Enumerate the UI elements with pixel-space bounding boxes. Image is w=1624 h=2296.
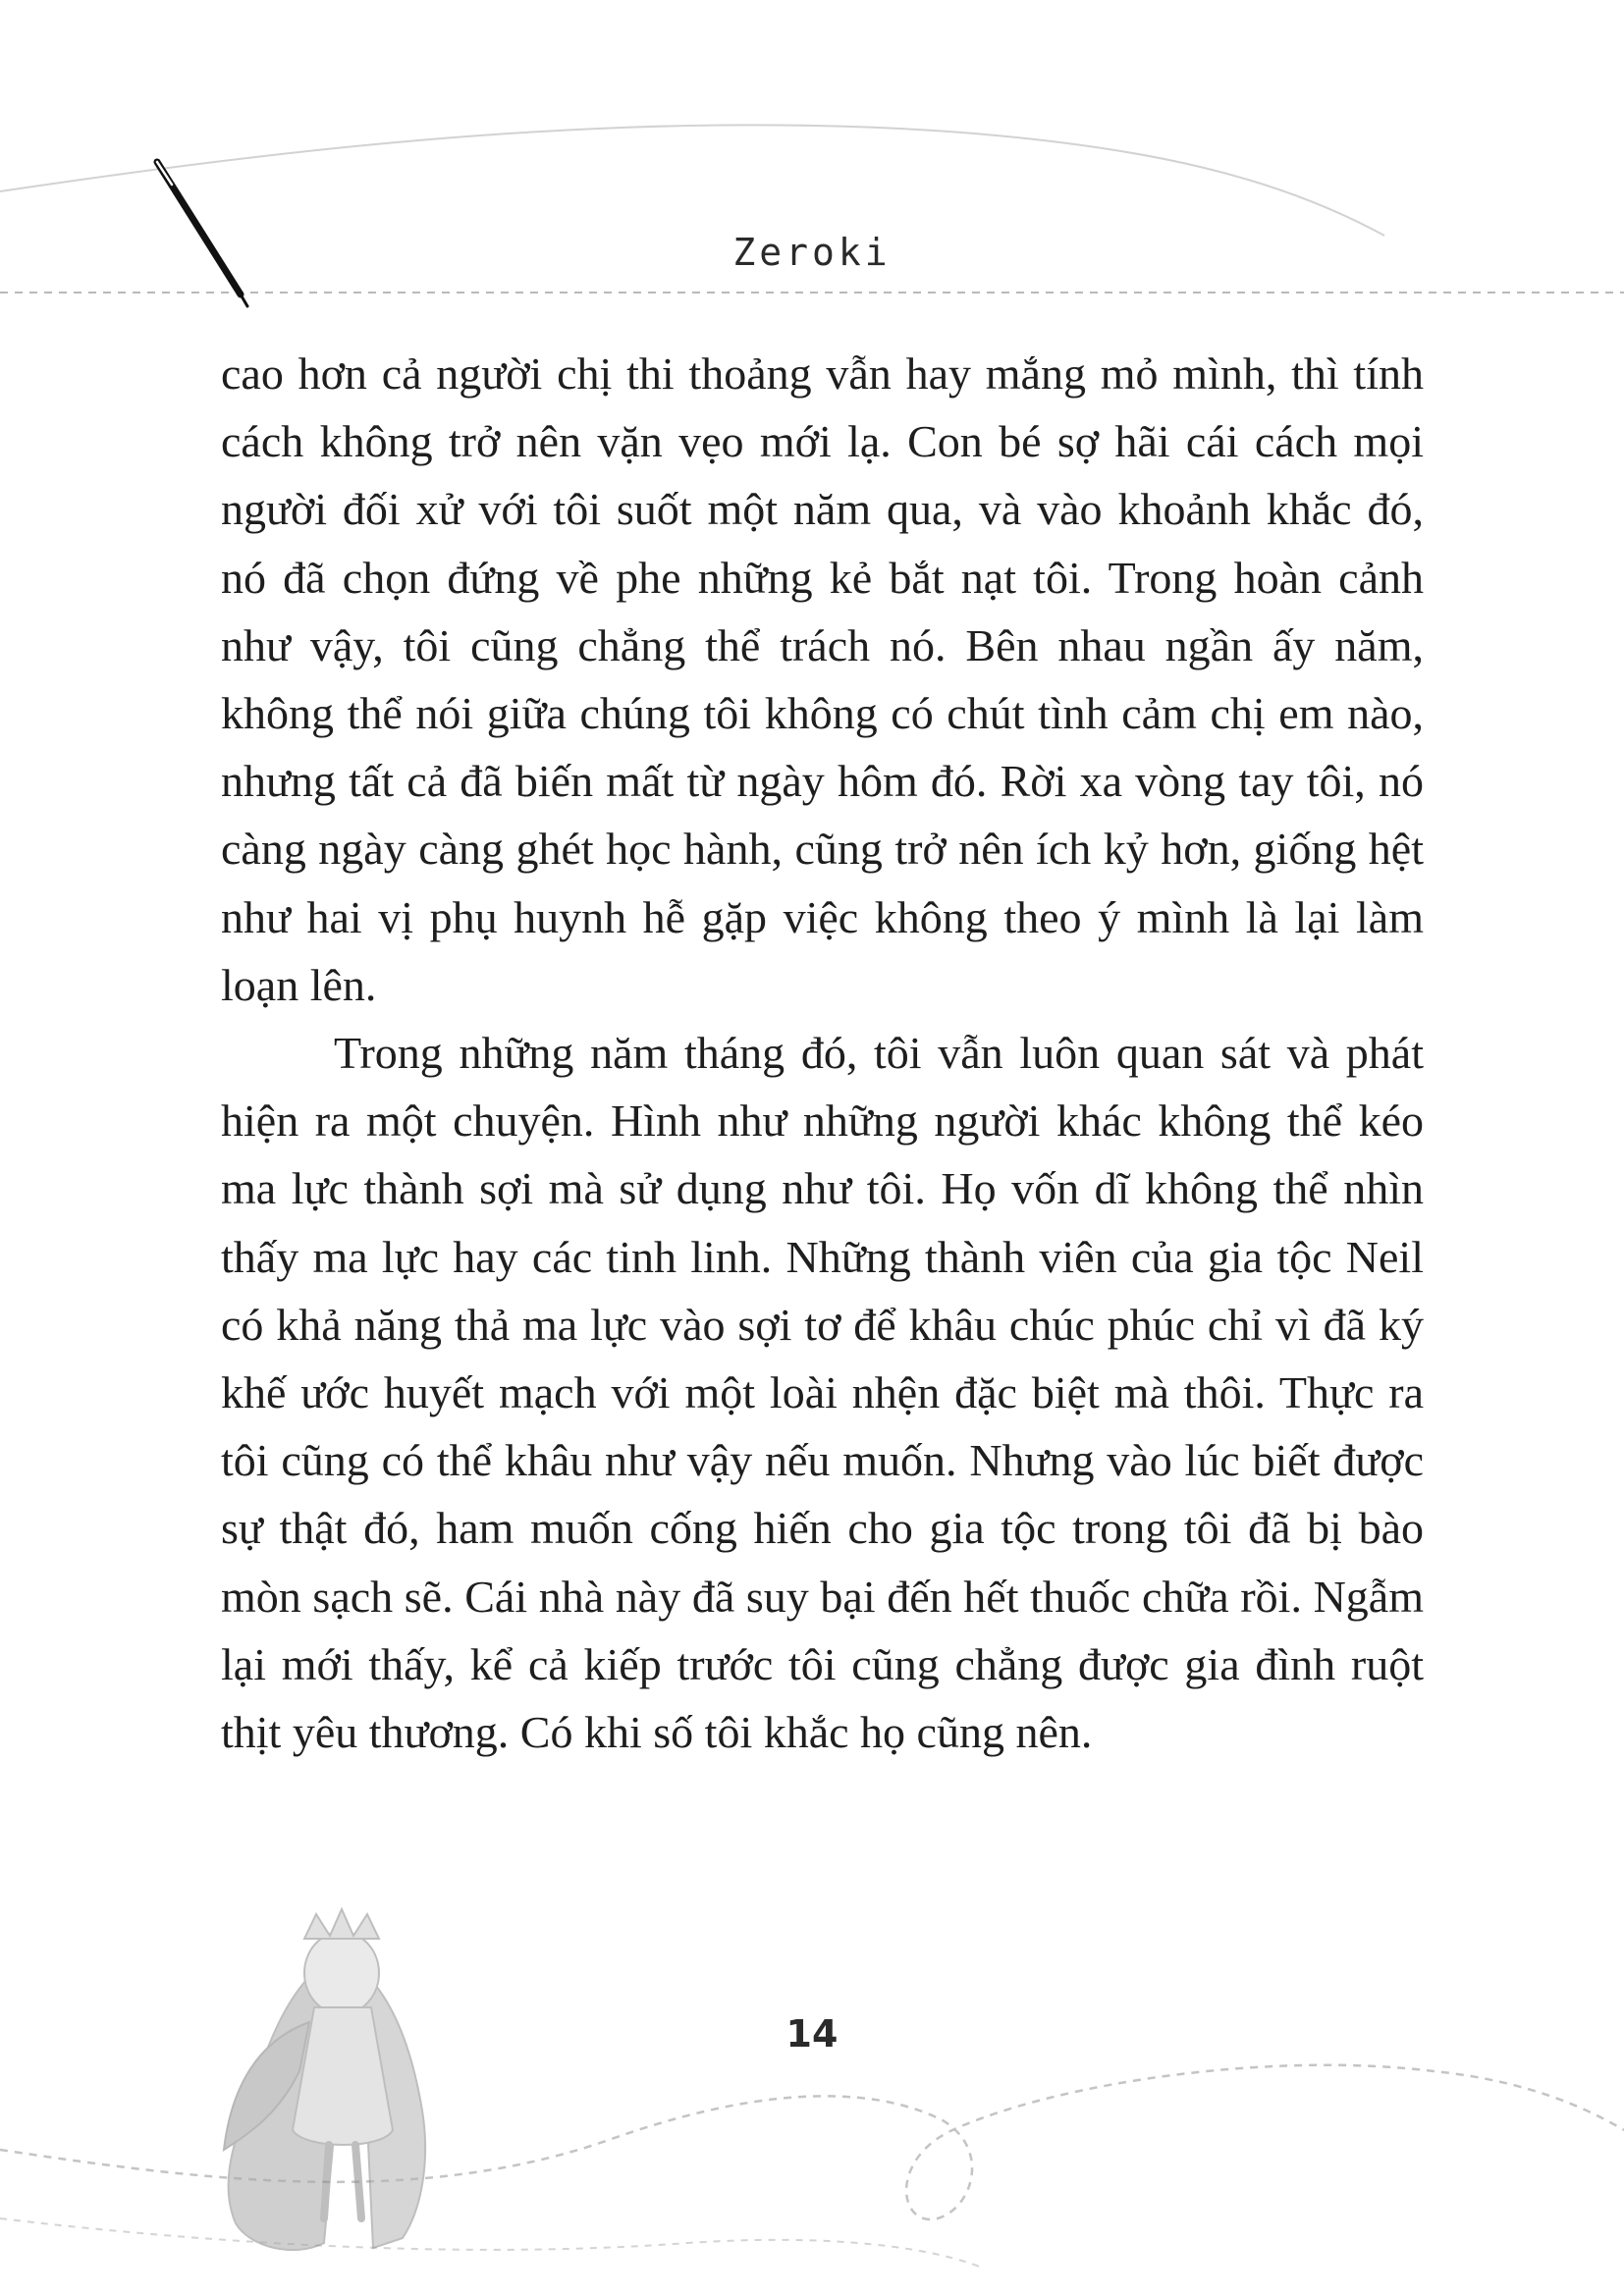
footer-stitch-line-2 [0, 2218, 982, 2268]
page-number: 14 [785, 2012, 839, 2056]
thread-curve-top [0, 125, 1384, 236]
body-text [221, 340, 1424, 1766]
paragraph: cao hơn cả người chị thi thoảng vẫn hay mắng mỏ mình, thì tính cách không trở nên vặn vẹo mới lạ. Con bé sợ hãi cái cách mọi người đối xử với tôi suốt một năm qua, và vào khoảnh khắc đó, nó đã chọn đứng về phe những kẻ bắt nạt tôi. Trong hoàn cảnh như vậy, tôi cũng chẳng thể trách nó. Bên nhau ngần ấy năm, không thể nói giữa chúng tôi không có chút tình cảm chị em nào, nhưng tất cả đã biến mất từ ngày hôm đó. Rời xa vòng tay tôi, nó càng ngày càng ghét học hành, cũng trở nên ích kỷ hơn, giống hệt như hai vị phụ huynh hễ gặp việc không theo ý mình là lại làm loạn lên. [221, 348, 1424, 1010]
girl-illustration [224, 1909, 425, 2250]
footer-stitch-swirl [0, 2065, 1624, 2219]
paragraph: Trong những năm tháng đó, tôi vẫn luôn quan sát và phát hiện ra một chuyện. Hình như những người khác không thể kéo ma lực thành sợi mà sử dụng như tôi. Họ vốn dĩ không thể nhìn thấy ma lực hay các tinh linh. Những thành viên của gia tộc Neil có khả năng thả ma lực vào sợi tơ để khâu chúc phúc chỉ vì đã ký khế ước huyết mạch với một loài nhện đặc biệt mà thôi. Thực ra tôi cũng có thể khâu như vậy nếu muốn. Nhưng vào lúc biết được sự thật đó, ham muốn cống hiến cho gia tộc trong tôi đã bị bào mòn sạch sẽ. Cái nhà này đã suy bại đến hết thuốc chữa rồi. Ngẫm lại mới thấy, kể cả kiếp trước tôi cũng chẳng được gia đình ruột thịt yêu thương. Có khi số tôi khắc họ cũng nên. [221, 1028, 1424, 1758]
running-header-title: Zeroki [732, 231, 892, 274]
